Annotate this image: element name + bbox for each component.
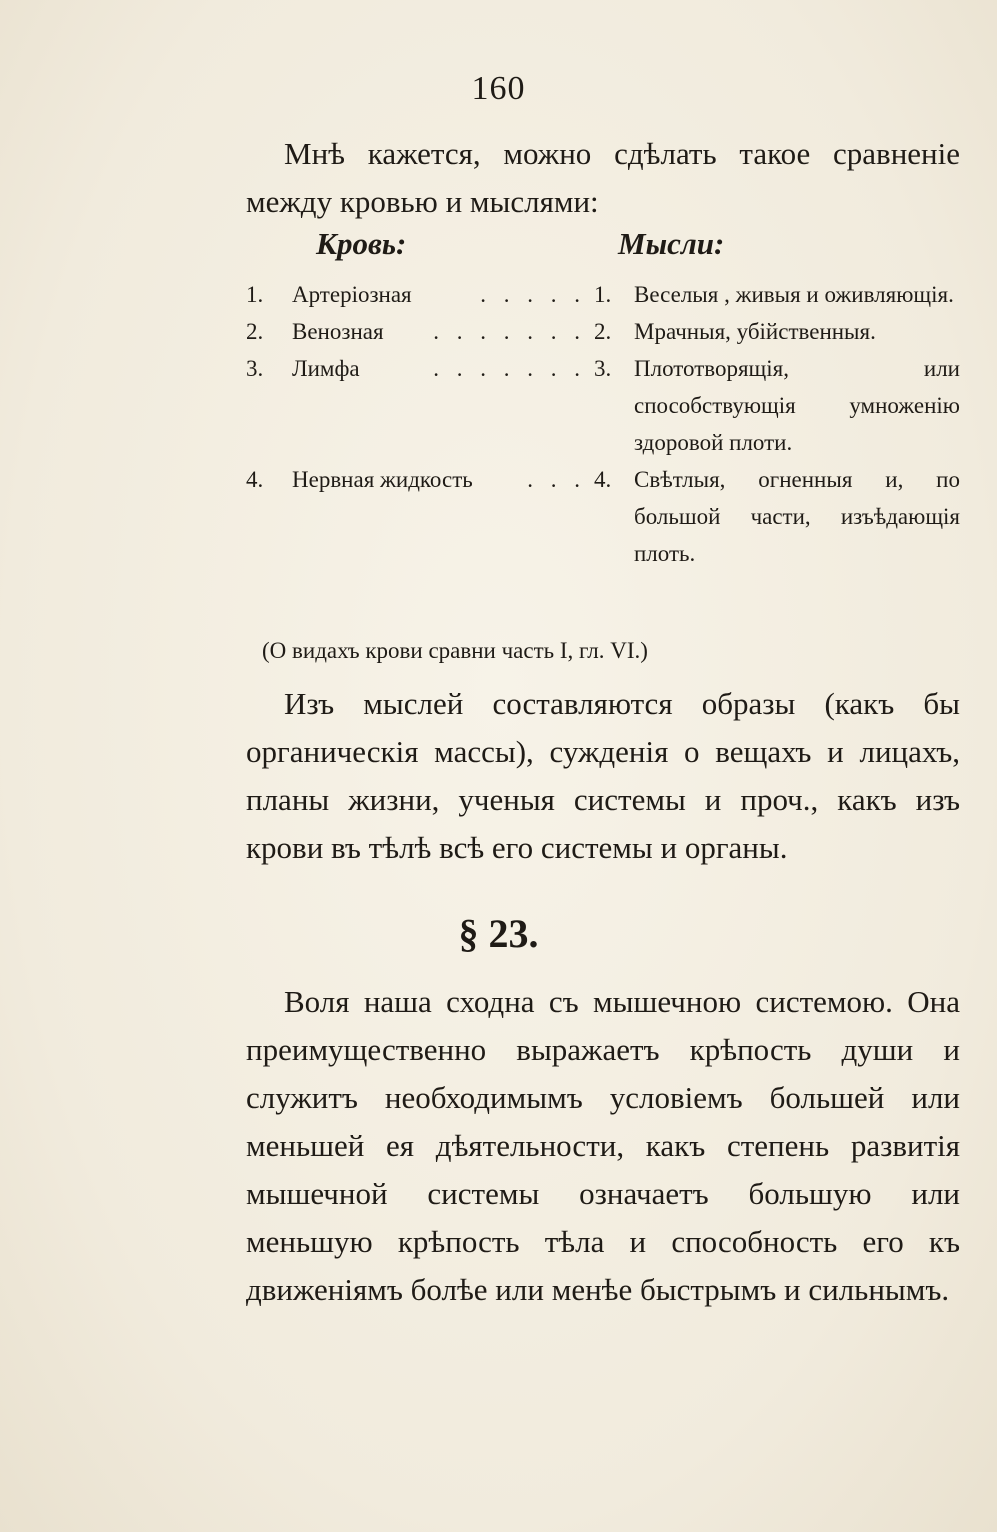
table-row [246,350,960,461]
paragraph-block-1 [246,680,960,872]
paragraph-block-2 [246,978,960,1314]
table-row [246,313,960,350]
table-row [246,461,960,572]
left-item-number: 4. [246,467,264,492]
left-item-name: Артеріозная [292,282,412,307]
right-item-number: 4. [594,467,612,492]
section-heading: § 23. [458,911,539,956]
right-item-number: 3. [594,356,612,381]
right-item-number: 1. [594,282,612,307]
body-paragraph: Изъ мыслей составляются образы (какъ бы органическія массы), сужденія о вещахъ и лицахъ, планы жизни, ученыя системы и проч., какъ изъ крови въ тѣлѣ всѣ его системы и органы. [246,686,960,865]
left-item-name: Лимфа [292,356,360,381]
left-column-heading: Кровь: [316,226,407,261]
intro-paragraph-block [246,130,960,226]
leader-dots: . . . [527,467,586,492]
right-item-text: Свѣтлыя, огненныя и, по большой части, изъѣдающія плоть. [634,467,960,566]
page-number: 160 [471,70,526,107]
comparison-table-header [246,226,960,266]
left-item-number: 1. [246,282,264,307]
body-paragraph: Воля наша сходна съ мышечною системою. Она преимущественно выражаетъ крѣпость души и служитъ необходимымъ условіемъ большей или меньшей ея дѣятельности, какъ степень развитія мышечной системы означаетъ большую или меньшую крѣпость тѣла и способность его къ движеніямъ болѣе или менѣе быстрымъ и сильнымъ. [246,984,960,1307]
table-row [246,276,960,313]
right-column-heading: Мысли: [618,226,725,261]
leader-dots: . . . . . . . [433,319,586,344]
left-item-number: 2. [246,319,264,344]
right-item-text: Веселыя , живыя и оживляющія. [634,282,954,307]
comparison-table [246,276,960,572]
right-item-text: Плототворящія, или способствующія умноженію здоровой плоти. [634,356,960,455]
right-item-number: 2. [594,319,612,344]
right-item-text: Мрачныя, убійственныя. [634,319,876,344]
leader-dots: . . . . . . . [433,356,586,381]
left-item-name: Венозная [292,319,384,344]
left-item-name: Нервная жидкость [292,467,473,492]
intro-paragraph: Мнѣ кажется, можно сдѣлать такое сравненіе между кровью и мыслями: [246,136,960,219]
table-note: (О видахъ крови сравни часть I, гл. VI.) [262,638,648,663]
leader-dots: . . . . . [480,282,586,307]
left-item-number: 3. [246,356,264,381]
